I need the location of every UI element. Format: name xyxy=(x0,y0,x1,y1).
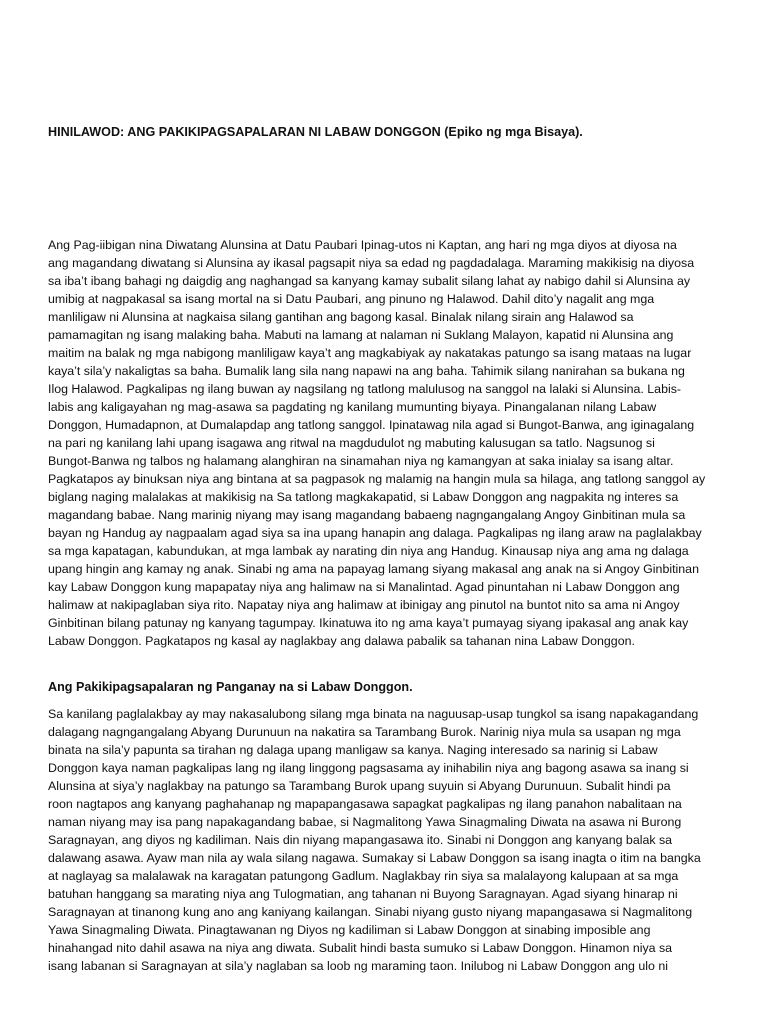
text-line: kay Labaw Donggon kung mapapatay niya ang halimaw na si Manalintad. Agad pinuntahan ni Labaw Donggon ang xyxy=(48,580,680,594)
text-line: biglang naging malalakas at makikisig na Sa tatlong magkakapatid, si Labaw Donggon ang nagpakita ng interes sa xyxy=(48,490,679,504)
text-line: sa mga kapatagan, kabundukan, at mga lambak ay narating din niya ang Handug. Kinausap niya ang ama ng dalaga xyxy=(48,544,689,558)
text-line: Donggon, Humadapnon, at Dumalapdap ang tatlong sanggol. Ipinatawag nila agad si Bungot-Banwa, ang iginagalang xyxy=(48,418,695,432)
paragraph-pag-iibigan xyxy=(48,236,724,650)
text-line: Pagkatapos ay binuksan niya ang bintana at sa pagpasok ng malamig na hangin mula sa hilaga, ang tatlong sanggol ay xyxy=(48,472,706,486)
text-line: magandang babae. Nang marinig niyang may isang magandang babaeng nagngangalang Angoy Ginbitinan mula sa xyxy=(48,508,686,522)
text-line: Ilog Halawod. Pagkalipas ng ilang buwan ay nagsilang ng tatlong malulusog na sanggol na lalaki si Alunsina. Labis- xyxy=(48,382,682,396)
text-line: labis ang kaligayahan ng mag-asawa sa pagdating ng kanilang mumunting biyaya. Pinangalanan nilang Labaw xyxy=(48,400,657,414)
text-line: Ginbitinan bilang patunay ng kanyang tagumpay. Ikinatuwa ito ng ama kaya’t pumayag siyang ipakasal ang anak kay xyxy=(48,616,689,630)
text-line: Bungot-Banwa ng talbos ng halamang alanghiran na sinamahan niya ng kamangyan at saka inialay sa isang altar. xyxy=(48,454,674,468)
text-line: ang magandang diwatang si Alunsina ay ikasal pagsapit niya sa edad ng pagdadalaga. Maraming makikisig na diyosa xyxy=(48,256,695,270)
text-line: manliligaw ni Alunsina at nagkaisa silang gantihan ang bagong kasal. Binalak nilang sirain ang Halawod sa xyxy=(48,310,634,324)
text-line: at naglayag sa malalawak na karagatan patungong Gadlum. Naglakbay rin siya sa malalayong kalupaan at sa mga xyxy=(48,869,679,883)
text-line: batuhan hanggang sa marating niya ang Tulogmatian, ang tahanan ni Buyong Saragnayan. Agad siyang hinarap ni xyxy=(48,887,678,901)
text-line: Saragnayan at tinanong kung ano ang kaniyang kailangan. Sinabi niyang gusto niyang mapangasawa si Nagmalitong xyxy=(48,905,693,919)
text-line: hinahangad nito dahil asawa na niya ang diwata. Subalit hindi basta sumuko si Labaw Donggon. Hinamon niya sa xyxy=(48,941,673,955)
text-line: Sa kanilang paglalakbay ay may nakasalubong silang mga binata na naguusap-usap tungkol sa isang napakagandang xyxy=(48,707,699,721)
text-line: Saragnayan, ang diyos ng kadiliman. Nais din niyang mapangasawa ito. Sinabi ni Donggon ang kanyang balak sa xyxy=(48,833,673,847)
text-line: sa iba’t ibang bahagi ng daigdig ang naghangad sa kanyang kamay subalit silang lahat ay nabigo dahil si Alunsina ay xyxy=(48,274,691,288)
section-heading: Ang Pakikipagsapalaran ng Panganay na si Labaw Donggon. xyxy=(48,680,413,694)
text-line: Yawa Sinagmaling Diwata. Pinagtawanan ng Diyos ng kadiliman si Labaw Donggon at sinabing imposible ang xyxy=(48,923,651,937)
text-line: Alunsina at siya’y naglakbay na patungo sa Tarambang Burok upang suyuin si Abyang Durunuun. Subalit hindi pa xyxy=(48,779,671,793)
paragraph-pakikipagsapalaran xyxy=(48,705,724,975)
text-line: Ang Pag-iibigan nina Diwatang Alunsina at Datu Paubari Ipinag-utos ni Kaptan, ang hari ng mga diyos at diyosa na xyxy=(48,238,677,252)
text-line: kaya’t sila’y nakaligtas sa baha. Bumalik lang sila nang napawi na ang baha. Tahimik silang nanirahan sa bukana ng xyxy=(48,364,685,378)
text-line: roon nagtapos ang kanyang paghahanap ng mapapangasawa sapagkat pagkalipas ng ilang panahon nabalitaan na xyxy=(48,797,682,811)
text-line: binata na sila’y papunta sa tirahan ng dalaga upang manligaw sa kanya. Naging interesado sa narinig si Labaw xyxy=(48,743,658,757)
text-line: upang hingin ang kamay ng anak. Sinabi ng ama na papayag lamang siyang makasal ang anak na si Angoy Ginbitinan xyxy=(48,562,699,576)
text-line: pamamagitan ng isang malaking baha. Mabuti na lamang at nalaman ni Suklang Malayon, kapatid ni Alunsina ang xyxy=(48,328,674,342)
text-line: maitim na balak ng mga nabigong manliligaw kaya’t ang magkabiyak ay nakatakas patungo sa isang mataas na lugar xyxy=(48,346,692,360)
text-line: Labaw Donggon. Pagkatapos ng kasal ay naglakbay ang dalawa pabalik sa tahanan nina Labaw Donggon. xyxy=(48,634,635,648)
text-line: bayan ng Handug ay nagpaalam agad siya sa ina upang hanapin ang dalaga. Pagkalipas ng ilang araw na paglalakbay xyxy=(48,526,702,540)
text-line: halimaw at nakipaglaban siya rito. Napatay niya ang halimaw at ibinigay ang pinutol na buntot nito sa ama ni Angoy xyxy=(48,598,680,612)
text-line: isang labanan si Saragnayan at sila’y naglaban sa loob ng maraming taon. Inilubog ni Labaw Donggon ang ulo ni xyxy=(48,959,668,973)
text-line: naman niyang may isa pang napakagandang babae, si Nagmalitong Yawa Sinagmaling Diwata na asawa ni Burong xyxy=(48,815,682,829)
document-title: HINILAWOD: ANG PAKIKIPAGSAPALARAN NI LABAW DONGGON (Epiko ng mga Bisaya). xyxy=(48,125,583,139)
text-line: Donggon kaya naman pagkalipas lang ng ilang linggong pagsasama ay inihabilin niya ang bagong asawa sa inang si xyxy=(48,761,689,775)
text-line: dalawang asawa. Ayaw man nila ay wala silang nagawa. Sumakay si Labaw Donggon sa isang inagta o itim na bangka xyxy=(48,851,701,865)
text-line: na pari ng kanilang lahi upang isagawa ang ritwal na magdudulot ng mabuting kalusugan sa tatlo. Nagsunog si xyxy=(48,436,655,450)
text-line: dalagang nagngangalang Abyang Durunuun na nakatira sa Tarambang Burok. Narinig niya mula sa usapan ng mga xyxy=(48,725,681,739)
text-line: umibig at nagpakasal sa isang mortal na si Datu Paubari, ang pinuno ng Halawod. Dahil dito’y nagalit ang mga xyxy=(48,292,655,306)
